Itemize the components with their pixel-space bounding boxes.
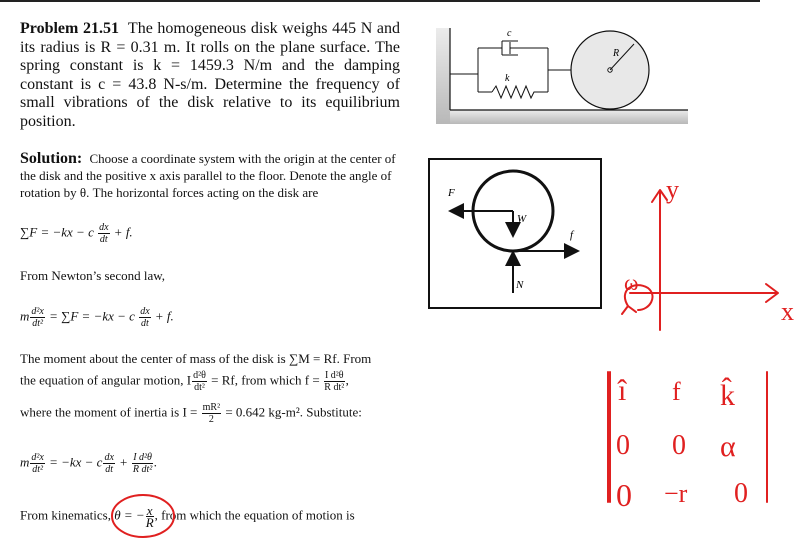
kinematics-b: , from which the equation of motion is bbox=[154, 507, 355, 523]
inertia-den: 2 bbox=[208, 414, 214, 425]
problem-title: Problem 21.51 bbox=[20, 20, 119, 37]
matrix-cell: 0 bbox=[672, 430, 686, 461]
moment-2b: = Rf, from which f = bbox=[211, 372, 320, 388]
eq1-num: dx bbox=[99, 222, 109, 233]
omega-label: ω bbox=[624, 270, 639, 295]
moment-f-den: R dt² bbox=[324, 382, 345, 393]
eq1-right: + f. bbox=[113, 224, 133, 240]
eq3-fraction-b bbox=[103, 452, 114, 475]
eq1-left: ∑F = −kx − c bbox=[20, 224, 94, 240]
matrix-cell: −r bbox=[664, 479, 688, 508]
problem-text: The homogeneous disk weighs 445 N and its radius is R = 0.31 m. It rolls on the plane surface. The spring constant is k = 1459.3 N/m and the damping constant is c = 43.8 N-s/m. Determine the frequency of small vibrations of the disk relative to its equilibrium position. bbox=[20, 20, 401, 130]
eq3-den-b: dt bbox=[105, 464, 114, 475]
moment-fraction bbox=[192, 370, 207, 393]
kinematics-num: x bbox=[146, 503, 153, 518]
solution-intro-text: Choose a coordinate system with the origin at the center of the disk and the positive x axis parallel to the floor. Denote the angle of rotation by θ. The horizontal forces acting on the disk are bbox=[20, 151, 396, 200]
eq2-lead: m bbox=[20, 308, 30, 324]
label-W: W bbox=[517, 213, 527, 225]
figure-disk-spring-damper bbox=[430, 18, 692, 136]
floor bbox=[450, 110, 688, 124]
axis-y-label: y bbox=[666, 175, 679, 204]
moment-2a: the equation of angular motion, I bbox=[20, 372, 192, 388]
eq1-den: dt bbox=[99, 234, 108, 245]
eq2-mid: = ∑F = −kx − c bbox=[49, 308, 135, 324]
eq3-den-a: dt² bbox=[32, 464, 43, 475]
label-F: F bbox=[448, 187, 455, 199]
eq2-num: d²x bbox=[31, 306, 44, 317]
matrix-cell: k̂ bbox=[720, 379, 735, 412]
kinematics-text bbox=[20, 505, 355, 528]
matrix-cell: 0 bbox=[616, 477, 632, 513]
moment-num: d²θ bbox=[193, 370, 206, 381]
moment-f-fraction bbox=[324, 370, 345, 393]
moment-text-1: The moment about the center of mass of the disk is ∑M = Rf. From bbox=[20, 351, 372, 366]
matrix-cell: î bbox=[618, 374, 627, 407]
handwritten-annotations bbox=[600, 150, 802, 546]
eq3-fraction-a bbox=[30, 452, 44, 475]
circle-annotation bbox=[108, 492, 178, 542]
eq1-fraction bbox=[98, 222, 109, 245]
eq3-fraction-c bbox=[132, 452, 153, 475]
eq2-den: dt² bbox=[32, 318, 43, 329]
wall bbox=[436, 28, 450, 124]
solution-label: Solution: bbox=[20, 150, 83, 167]
eq3-num-a: d²x bbox=[31, 452, 44, 463]
newton-text: From Newton’s second law, bbox=[20, 268, 166, 283]
kinematics-theta: θ = − bbox=[114, 507, 145, 523]
eq2-fraction bbox=[30, 306, 44, 329]
top-rule bbox=[0, 0, 760, 2]
eq3-lead: m bbox=[20, 454, 30, 470]
eq2-num-b: dx bbox=[140, 306, 150, 317]
equation-newton bbox=[20, 306, 174, 329]
label-f: f bbox=[570, 229, 574, 241]
eq2-den-b: dt bbox=[141, 318, 149, 329]
problem-statement bbox=[20, 20, 400, 132]
eq3-plus: + bbox=[119, 454, 128, 470]
matrix-cell: f bbox=[672, 377, 681, 406]
fbd-frame bbox=[429, 159, 601, 308]
eq3-tail: . bbox=[153, 454, 158, 470]
equation-substituted bbox=[20, 452, 157, 475]
eq3-den-c: R dt² bbox=[132, 464, 153, 475]
kinematics-a: From kinematics, bbox=[20, 507, 111, 523]
kinematics-den: R bbox=[145, 515, 154, 530]
eq2-fraction-b bbox=[139, 306, 150, 329]
matrix-cell: 0 bbox=[616, 430, 630, 461]
eq3-num-b: dx bbox=[104, 452, 114, 463]
inertia-b: = 0.642 kg-m². Substitute: bbox=[225, 404, 362, 420]
moment-2c: , bbox=[345, 372, 349, 388]
solution-intro bbox=[20, 150, 400, 201]
moment-f-num: I d²θ bbox=[324, 370, 344, 381]
label-k: k bbox=[505, 73, 510, 84]
eq2-right: + f. bbox=[154, 308, 174, 324]
eq3-mid: = −kx − c bbox=[49, 454, 103, 470]
inertia-a: where the moment of inertia is I = bbox=[20, 404, 198, 420]
matrix-cell: α bbox=[720, 430, 736, 463]
moment-text-2 bbox=[20, 370, 349, 393]
matrix-cell: 0 bbox=[734, 478, 748, 509]
moment-den: dt² bbox=[194, 382, 205, 393]
axis-x-label: x bbox=[781, 297, 794, 326]
label-c: c bbox=[507, 28, 512, 39]
inertia-fraction bbox=[202, 402, 221, 425]
label-N: N bbox=[516, 279, 524, 291]
inertia-text bbox=[20, 402, 362, 425]
eq3-num-c: I d²θ bbox=[133, 452, 152, 463]
inertia-num: mR² bbox=[202, 402, 221, 413]
equation-forces bbox=[20, 222, 133, 245]
figure-free-body bbox=[426, 156, 606, 312]
label-R: R bbox=[613, 48, 620, 59]
